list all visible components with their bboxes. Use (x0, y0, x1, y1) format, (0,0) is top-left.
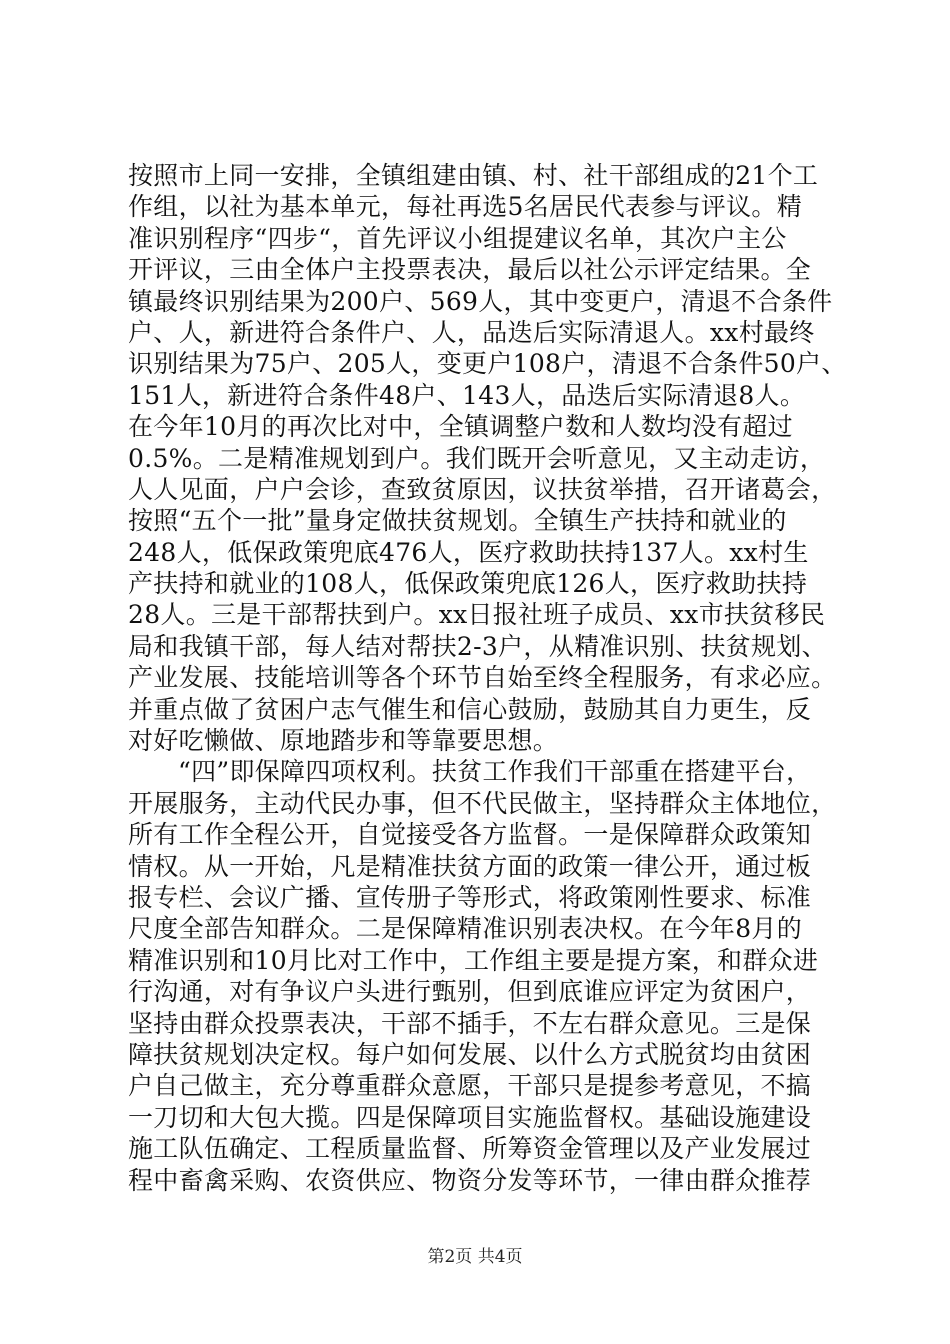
text-line: 248人，低保政策兜底476人，医疗救助扶持137人。xx村生 (128, 537, 809, 567)
text-line: 作组，以社为基本单元，每社再选5名居民代表参与评议。精 (128, 192, 803, 222)
text-line: 28人。三是干部帮扶到户。xx日报社班子成员、xx市扶贫移民 (128, 600, 826, 630)
text-line: 户、人，新进符合条件户、人，品迭后实际清退人。xx村最终 (128, 317, 815, 347)
text-line: 局和我镇干部，每人结对帮扶2-3户，从精准识别、扶贫规划、 (128, 631, 827, 661)
text-line: 精准识别和10月比对工作中，工作组主要是提方案，和群众进 (128, 945, 819, 975)
text-line: 产业发展、技能培训等各个环节自始至终全程服务，有求必应。 (128, 663, 837, 693)
text-line: 按照“五个一批”量身定做扶贫规划。全镇生产扶持和就业的 (128, 506, 787, 536)
text-line: 识别结果为75户、205人，变更户108户，清退不合条件50户、 (128, 349, 847, 379)
text-line: 障扶贫规划决定权。每户如何发展、以什么方式脱贫均由贫困 (128, 1039, 812, 1069)
text-line: 施工队伍确定、工程质量监督、所筹资金管理以及产业发展过 (128, 1134, 812, 1164)
text-line: 户自己做主，充分尊重群众意愿，干部只是提参考意见，不搞 (128, 1071, 812, 1101)
text-line: 开展服务，主动代民办事，但不代民做主，坚持群众主体地位， (128, 788, 837, 818)
text-line: 开评议，三由全体户主投票表决，最后以社公示评定结果。全 (128, 255, 812, 285)
text-line: 在今年10月的再次比对中，全镇调整户数和人数均没有超过 (128, 412, 793, 442)
page-footer: 第2页 共4页 (427, 1247, 523, 1267)
text-line: 产扶持和就业的108人，低保政策兜底126人，医疗救助扶持 (128, 569, 808, 599)
text-line: 对好吃懒做、原地踏步和等靠要思想。 (128, 726, 559, 756)
text-line: 人人见面，户户会诊，查致贫原因，议扶贫举措，召开诸葛会， (128, 474, 837, 504)
text-line: 并重点做了贫困户志气催生和信心鼓励，鼓励其自力更生，反 (128, 694, 812, 724)
text-line: 151人，新进符合条件48户、143人，品迭后实际清退8人。 (128, 380, 806, 410)
text-line: “四”即保障四项权利。扶贫工作我们干部重在搭建平台， (178, 757, 812, 787)
text-line: 程中畜禽采购、农资供应、物资分发等环节，一律由群众推荐 (128, 1165, 812, 1195)
text-line: 一刀切和大包大揽。四是保障项目实施监督权。基础设施建设 (128, 1102, 812, 1132)
text-line: 行沟通，对有争议户头进行甄别，但到底谁应评定为贫困户， (128, 977, 812, 1007)
text-line: 坚持由群众投票表决，干部不插手，不左右群众意见。三是保 (128, 1008, 812, 1038)
text-line: 按照市上同一安排，全镇组建由镇、村、社干部组成的21个工 (128, 161, 819, 190)
text-line: 0.5%。二是精准规划到户。我们既开会听意见，又主动走访， (128, 443, 826, 473)
text-line: 镇最终识别结果为200户、569人，其中变更户，清退不合条件 (128, 286, 833, 316)
text-line: 所有工作全程公开，自觉接受各方监督。一是保障群众政策知 (128, 820, 812, 850)
text-line: 报专栏、会议广播、宣传册子等形式，将政策刚性要求、标准 (128, 882, 812, 912)
text-line: 尺度全部告知群众。二是保障精准识别表决权。在今年8月的 (128, 914, 803, 944)
text-line: 情权。从一开始，凡是精准扶贫方面的政策一律公开，通过板 (128, 851, 812, 881)
body-text (128, 160, 848, 1196)
text-line: 准识别程序“四步“，首先评议小组提建议名单，其次户主公 (128, 223, 787, 253)
